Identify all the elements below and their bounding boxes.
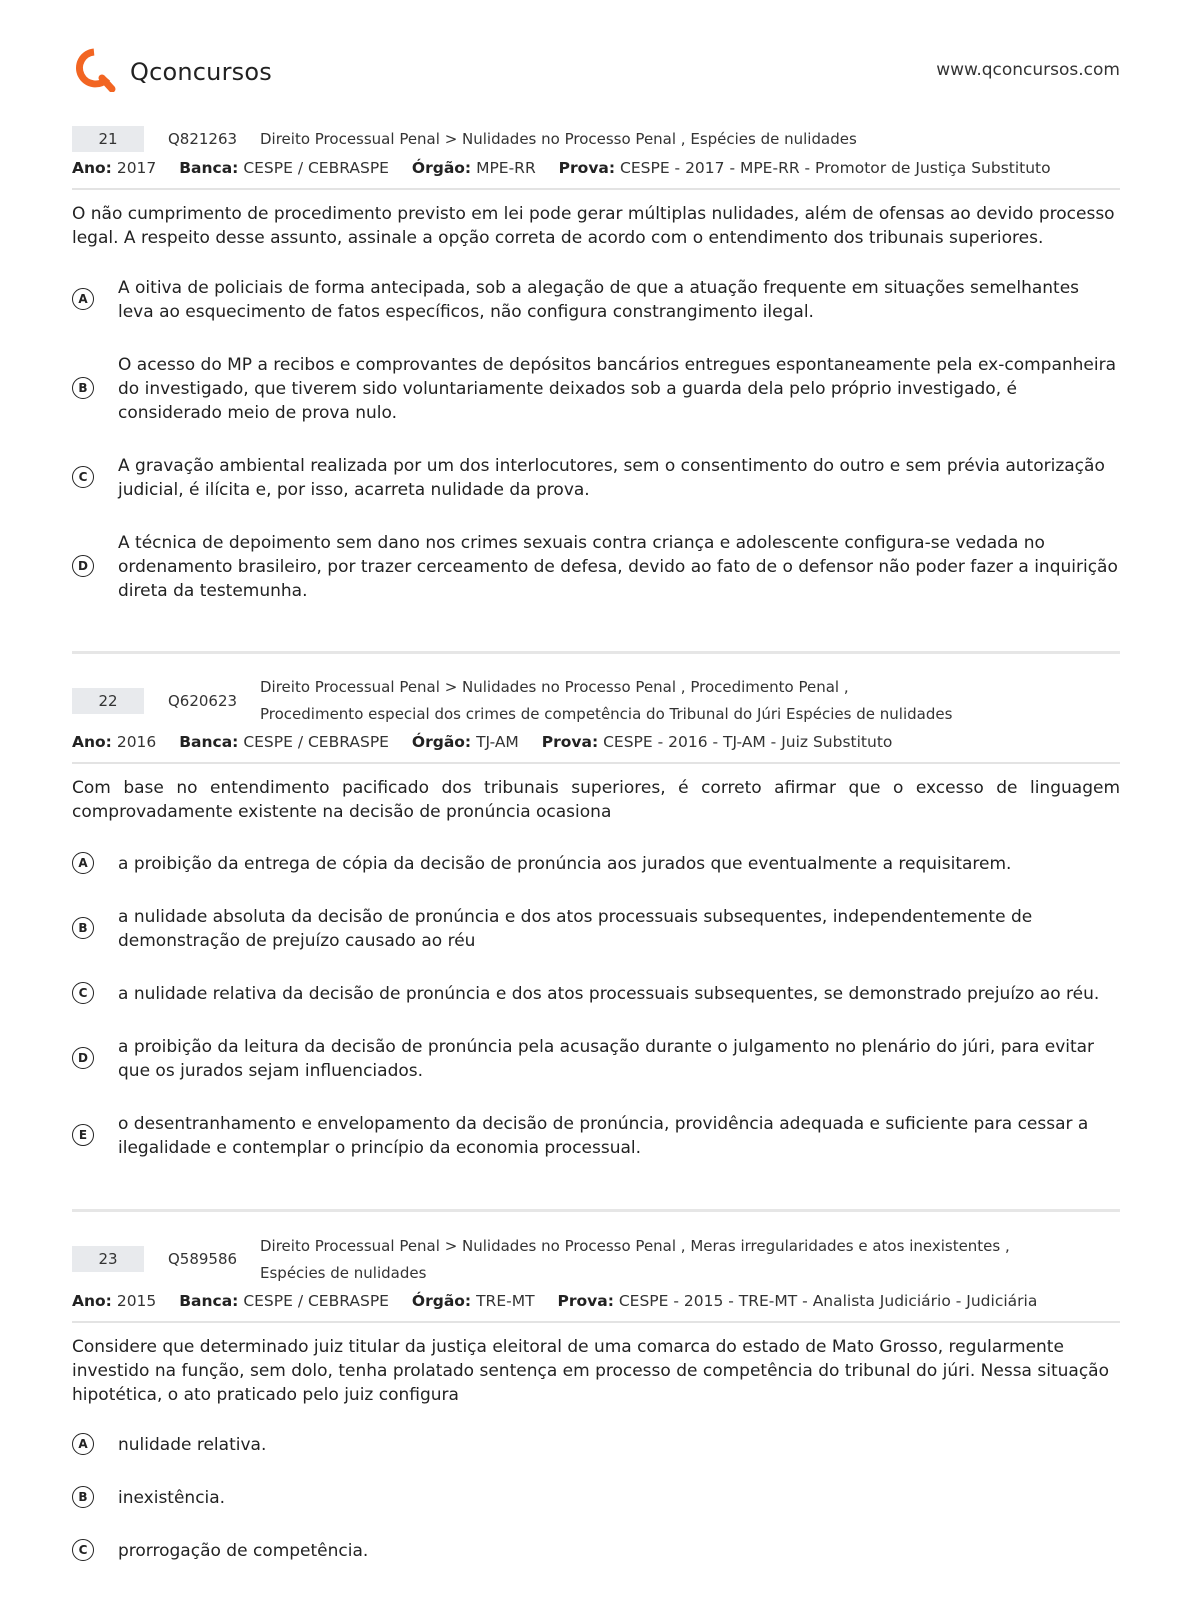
option-letter-c-icon[interactable]: C bbox=[72, 1539, 94, 1561]
option-a[interactable] bbox=[72, 276, 1120, 324]
options-list bbox=[72, 276, 1120, 603]
question-id[interactable]: Q589586 bbox=[168, 1250, 238, 1268]
option-c[interactable] bbox=[72, 454, 1120, 502]
option-letter-e-icon[interactable]: E bbox=[72, 1124, 94, 1146]
option-text: a proibição da entrega de cópia da decisão de pronúncia aos jurados que eventualmente a requisitarem. bbox=[118, 854, 1012, 874]
question-number: 22 bbox=[72, 688, 144, 714]
meta-ano: 2015 bbox=[116, 1292, 157, 1310]
meta-orgao: TJ-AM bbox=[476, 733, 519, 751]
question-meta: Ano: 2017 Banca: CESPE / CEBRASPE Órgão: MPE-RR Prova: CESPE - 2017 - MPE-RR - Promotor de Justiça Substituto bbox=[72, 159, 1051, 177]
question-id[interactable]: Q620623 bbox=[168, 692, 238, 710]
option-b[interactable] bbox=[72, 905, 1120, 953]
question-meta: Ano: 2015 Banca: CESPE / CEBRASPE Órgão: TRE-MT Prova: CESPE - 2015 - TRE-MT - Analista Judiciário - Judiciária bbox=[72, 1292, 1038, 1310]
option-text: o desentranhamento e envelopamento da decisão de pronúncia, providência adequada e suficiente para cessar a ilegalidade e contemplar o princípio da economia processual. bbox=[118, 1114, 1089, 1158]
option-text: O acesso do MP a recibos e comprovantes de depósitos bancários entregues espontaneamente pela ex-companheira do investigado, que tiverem sido voluntariamente deixados sob a guarda dela pelo próprio investigado, é considerado meio de prova nulo. bbox=[118, 355, 1117, 423]
option-letter-c-icon[interactable]: C bbox=[72, 982, 94, 1004]
option-d[interactable] bbox=[72, 531, 1120, 603]
option-letter-d-icon[interactable]: D bbox=[72, 555, 94, 577]
option-a[interactable] bbox=[72, 1433, 1120, 1457]
meta-orgao: MPE-RR bbox=[476, 159, 536, 177]
question-subject-path[interactable] bbox=[260, 1233, 1040, 1287]
option-b[interactable] bbox=[72, 353, 1120, 425]
divider bbox=[72, 762, 1120, 764]
meta-ano: 2016 bbox=[116, 733, 157, 751]
meta-orgao: TRE-MT bbox=[476, 1292, 535, 1310]
option-letter-b-icon[interactable]: B bbox=[72, 377, 94, 399]
option-text: nulidade relativa. bbox=[118, 1435, 267, 1455]
meta-banca: CESPE / CEBRASPE bbox=[243, 1292, 389, 1310]
meta-ano: 2017 bbox=[116, 159, 157, 177]
question-subject-path[interactable]: Direito Processual Penal > Nulidades no Processo Penal , Espécies de nulidades bbox=[260, 130, 857, 148]
option-letter-a-icon[interactable]: A bbox=[72, 1433, 94, 1455]
question-meta: Ano: 2016 Banca: CESPE / CEBRASPE Órgão: TJ-AM Prova: CESPE - 2016 - TJ-AM - Juiz Substituto bbox=[72, 733, 893, 751]
site-url[interactable]: www.qconcursos.com bbox=[936, 60, 1120, 80]
option-letter-a-icon[interactable]: A bbox=[72, 288, 94, 310]
divider bbox=[72, 188, 1120, 190]
option-text: A gravação ambiental realizada por um dos interlocutores, sem o consentimento do outro e sem prévia autorização judicial, é ilícita e, por isso, acarreta nulidade da prova. bbox=[118, 456, 1105, 500]
question-separator bbox=[72, 651, 1120, 654]
meta-prova: CESPE - 2016 - TJ-AM - Juiz Substituto bbox=[603, 733, 893, 751]
question-separator bbox=[72, 1209, 1120, 1212]
option-text: a nulidade relativa da decisão de pronúncia e dos atos processuais subsequentes, se demonstrado prejuízo ao réu. bbox=[118, 984, 1100, 1004]
question-number: 23 bbox=[72, 1246, 144, 1272]
option-letter-a-icon[interactable]: A bbox=[72, 852, 94, 874]
meta-prova: CESPE - 2015 - TRE-MT - Analista Judiciário - Judiciária bbox=[618, 1292, 1038, 1310]
question-statement: O não cumprimento de procedimento previsto em lei pode gerar múltiplas nulidades, além de ofensas ao devido processo legal. A respeito desse assunto, assinale a opção correta de acordo com o entendimento dos tribunais superiores. bbox=[72, 204, 1115, 248]
page-header bbox=[72, 48, 1120, 98]
meta-prova: CESPE - 2017 - MPE-RR - Promotor de Justiça Substituto bbox=[620, 159, 1051, 177]
question-21 bbox=[72, 126, 1120, 632]
option-text: a proibição da leitura da decisão de pronúncia pela acusação durante o julgamento no plenário do júri, para evitar que os jurados sejam influenciados. bbox=[118, 1037, 1095, 1081]
option-letter-b-icon[interactable]: B bbox=[72, 1486, 94, 1508]
option-text: inexistência. bbox=[118, 1488, 226, 1508]
option-letter-c-icon[interactable]: C bbox=[72, 466, 94, 488]
option-e[interactable] bbox=[72, 1112, 1120, 1160]
question-subject-path[interactable] bbox=[260, 674, 1040, 728]
option-text: a nulidade absoluta da decisão de pronúncia e dos atos processuais subsequentes, independentemente de demonstração de prejuízo causado ao réu bbox=[118, 907, 1033, 951]
question-id[interactable]: Q821263 bbox=[168, 130, 238, 148]
meta-banca: CESPE / CEBRASPE bbox=[243, 733, 389, 751]
question-number: 21 bbox=[72, 126, 144, 152]
question-statement: Considere que determinado juiz titular da justiça eleitoral de uma comarca do estado de Mato Grosso, regularmente investido na função, sem dolo, tenha prolatado sentença em processo de competência do tribunal do júri. Nessa situação hipotética, o ato praticado pelo juiz configura bbox=[72, 1337, 1109, 1405]
question-header bbox=[72, 1233, 1120, 1289]
brand-name: Qconcursos bbox=[130, 58, 272, 86]
divider bbox=[72, 1321, 1120, 1323]
options-list bbox=[72, 852, 1120, 1160]
option-b[interactable] bbox=[72, 1486, 1120, 1510]
path-line: Espécies de nulidades bbox=[260, 1264, 427, 1282]
question-header bbox=[72, 126, 1120, 156]
path-line: Procedimento especial dos crimes de competência do Tribunal do Júri Espécies de nulidades bbox=[260, 705, 953, 723]
option-d[interactable] bbox=[72, 1035, 1120, 1083]
question-header bbox=[72, 674, 1120, 730]
option-text: prorrogação de competência. bbox=[118, 1541, 369, 1561]
option-text: A oitiva de policiais de forma antecipada, sob a alegação de que a atuação frequente em situações semelhantes leva ao esquecimento de fatos específicos, não configura constrangimento ilegal. bbox=[118, 278, 1080, 322]
question-23 bbox=[72, 1233, 1120, 1592]
option-letter-d-icon[interactable]: D bbox=[72, 1047, 94, 1069]
meta-banca: CESPE / CEBRASPE bbox=[243, 159, 389, 177]
qconcursos-logo-icon bbox=[72, 48, 116, 92]
path-line: Direito Processual Penal > Nulidades no Processo Penal , Procedimento Penal , bbox=[260, 678, 849, 696]
option-text: A técnica de depoimento sem dano nos crimes sexuais contra criança e adolescente configura-se vedada no ordenamento brasileiro, por trazer cerceamento de defesa, devido ao fato de o defensor não poder fazer a inquirição direta da testemunha. bbox=[118, 533, 1118, 601]
option-c[interactable] bbox=[72, 982, 1120, 1006]
option-c[interactable] bbox=[72, 1539, 1120, 1563]
question-22 bbox=[72, 674, 1120, 1189]
option-a[interactable] bbox=[72, 852, 1120, 876]
option-letter-b-icon[interactable]: B bbox=[72, 917, 94, 939]
path-line: Direito Processual Penal > Nulidades no Processo Penal , Meras irregularidades e atos inexistentes , bbox=[260, 1237, 1010, 1255]
options-list bbox=[72, 1433, 1120, 1563]
question-statement: Com base no entendimento pacificado dos tribunais superiores, é correto afirmar que o excesso de linguagem comprovadamente existente na decisão de pronúncia ocasiona bbox=[72, 778, 1120, 822]
